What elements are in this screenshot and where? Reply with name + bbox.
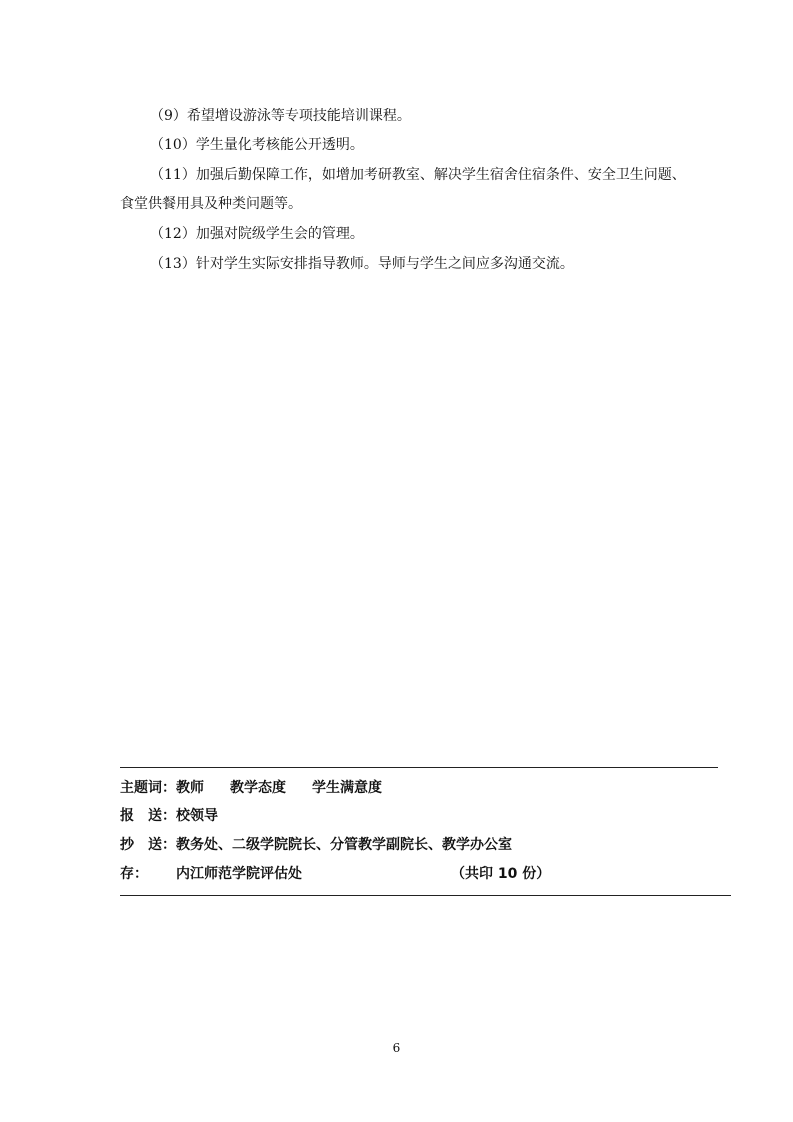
list-item-10: （10）学生量化考核能公开透明。 [150, 137, 364, 153]
list-item-9: （9）希望增设游泳等专项技能培训课程。 [150, 108, 411, 124]
keyword-item: 教师 [176, 780, 204, 796]
list-item-11: （11）加强后勤保障工作，如增加考研教室、解决学生宿舍住宿条件、安全卫生问题、 [150, 167, 686, 183]
list-item-11-continued: 食堂供餐用具及种类问题等。 [120, 196, 302, 212]
print-count: （共印 10 份） [451, 866, 551, 882]
copy-label: 抄 送： [120, 837, 176, 853]
list-item-12: （12）加强对院级学生会的管理。 [150, 226, 364, 242]
keywords-label: 主题词： [120, 780, 176, 796]
store-label: 存： [120, 866, 148, 882]
store-value: 内江师范学院评估处 [176, 866, 302, 882]
footer-top-rule [120, 767, 718, 768]
copy-row [120, 835, 512, 855]
copy-value: 教务处、二级学院院长、分管教学副院长、教学办公室 [176, 837, 512, 853]
keywords-row [120, 778, 382, 798]
list-item-13: （13）针对学生实际安排指导教师。导师与学生之间应多沟通交流。 [150, 256, 574, 272]
keyword-item: 学生满意度 [312, 780, 382, 796]
report-value: 校领导 [176, 808, 218, 824]
page-number: 6 [392, 1041, 401, 1055]
report-label: 报 送： [120, 808, 176, 824]
report-row [120, 806, 218, 826]
keyword-item: 教学态度 [230, 780, 286, 796]
footer-bottom-rule [120, 895, 731, 896]
store-row [120, 864, 550, 884]
